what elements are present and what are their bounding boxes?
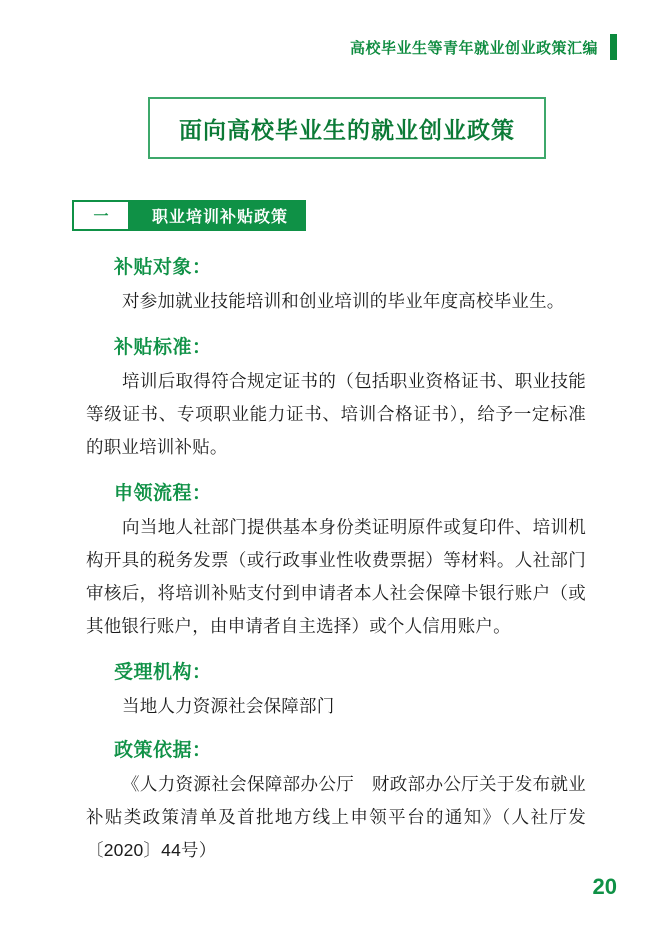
page-header xyxy=(0,34,665,60)
block-paragraph: 《人力资源社会保障部办公厅 财政部办公厅关于发布就业补贴类政策清单及首批地方线上申领平台的通知》（人社厅发〔2020〕44号） xyxy=(86,774,586,860)
block-paragraph: 向当地人社部门提供基本身份类证明原件或复印件、培训机构开具的税务发票（或行政事业性收费票据）等材料。人社部门审核后，将培训补贴支付到申请者本人社会保障卡银行账户（或其他银行账户，由申请者自主选择）或个人信用账户。 xyxy=(86,517,586,636)
content-block xyxy=(86,657,586,723)
document-title-box xyxy=(148,97,546,159)
block-heading: 申领流程： xyxy=(114,483,212,504)
content-block xyxy=(86,332,586,464)
content-block xyxy=(86,478,586,643)
section-heading xyxy=(72,200,306,231)
content-body xyxy=(86,252,586,881)
content-block xyxy=(86,735,586,867)
block-heading: 受理机构： xyxy=(114,662,212,683)
block-heading: 补贴对象： xyxy=(114,257,212,278)
block-paragraph: 当地人力资源社会保障部门 xyxy=(122,696,335,716)
section-label: 职业培训补贴政策 xyxy=(130,200,306,231)
block-heading: 补贴标准： xyxy=(114,337,212,358)
page-title: 面向高校毕业生的就业创业政策 xyxy=(179,116,515,143)
section-number: 一 xyxy=(72,200,130,231)
header-title: 高校毕业生等青年就业创业政策汇编 xyxy=(349,39,598,57)
page-number: 20 xyxy=(592,874,617,899)
header-accent-bar xyxy=(610,34,617,60)
content-block xyxy=(86,252,586,318)
block-paragraph: 培训后取得符合规定证书的（包括职业资格证书、职业技能等级证书、专项职业能力证书、培训合格证书），给予一定标准的职业培训补贴。 xyxy=(86,371,586,457)
block-heading: 政策依据： xyxy=(114,740,212,761)
block-paragraph: 对参加就业技能培训和创业培训的毕业年度高校毕业生。 xyxy=(122,291,565,311)
